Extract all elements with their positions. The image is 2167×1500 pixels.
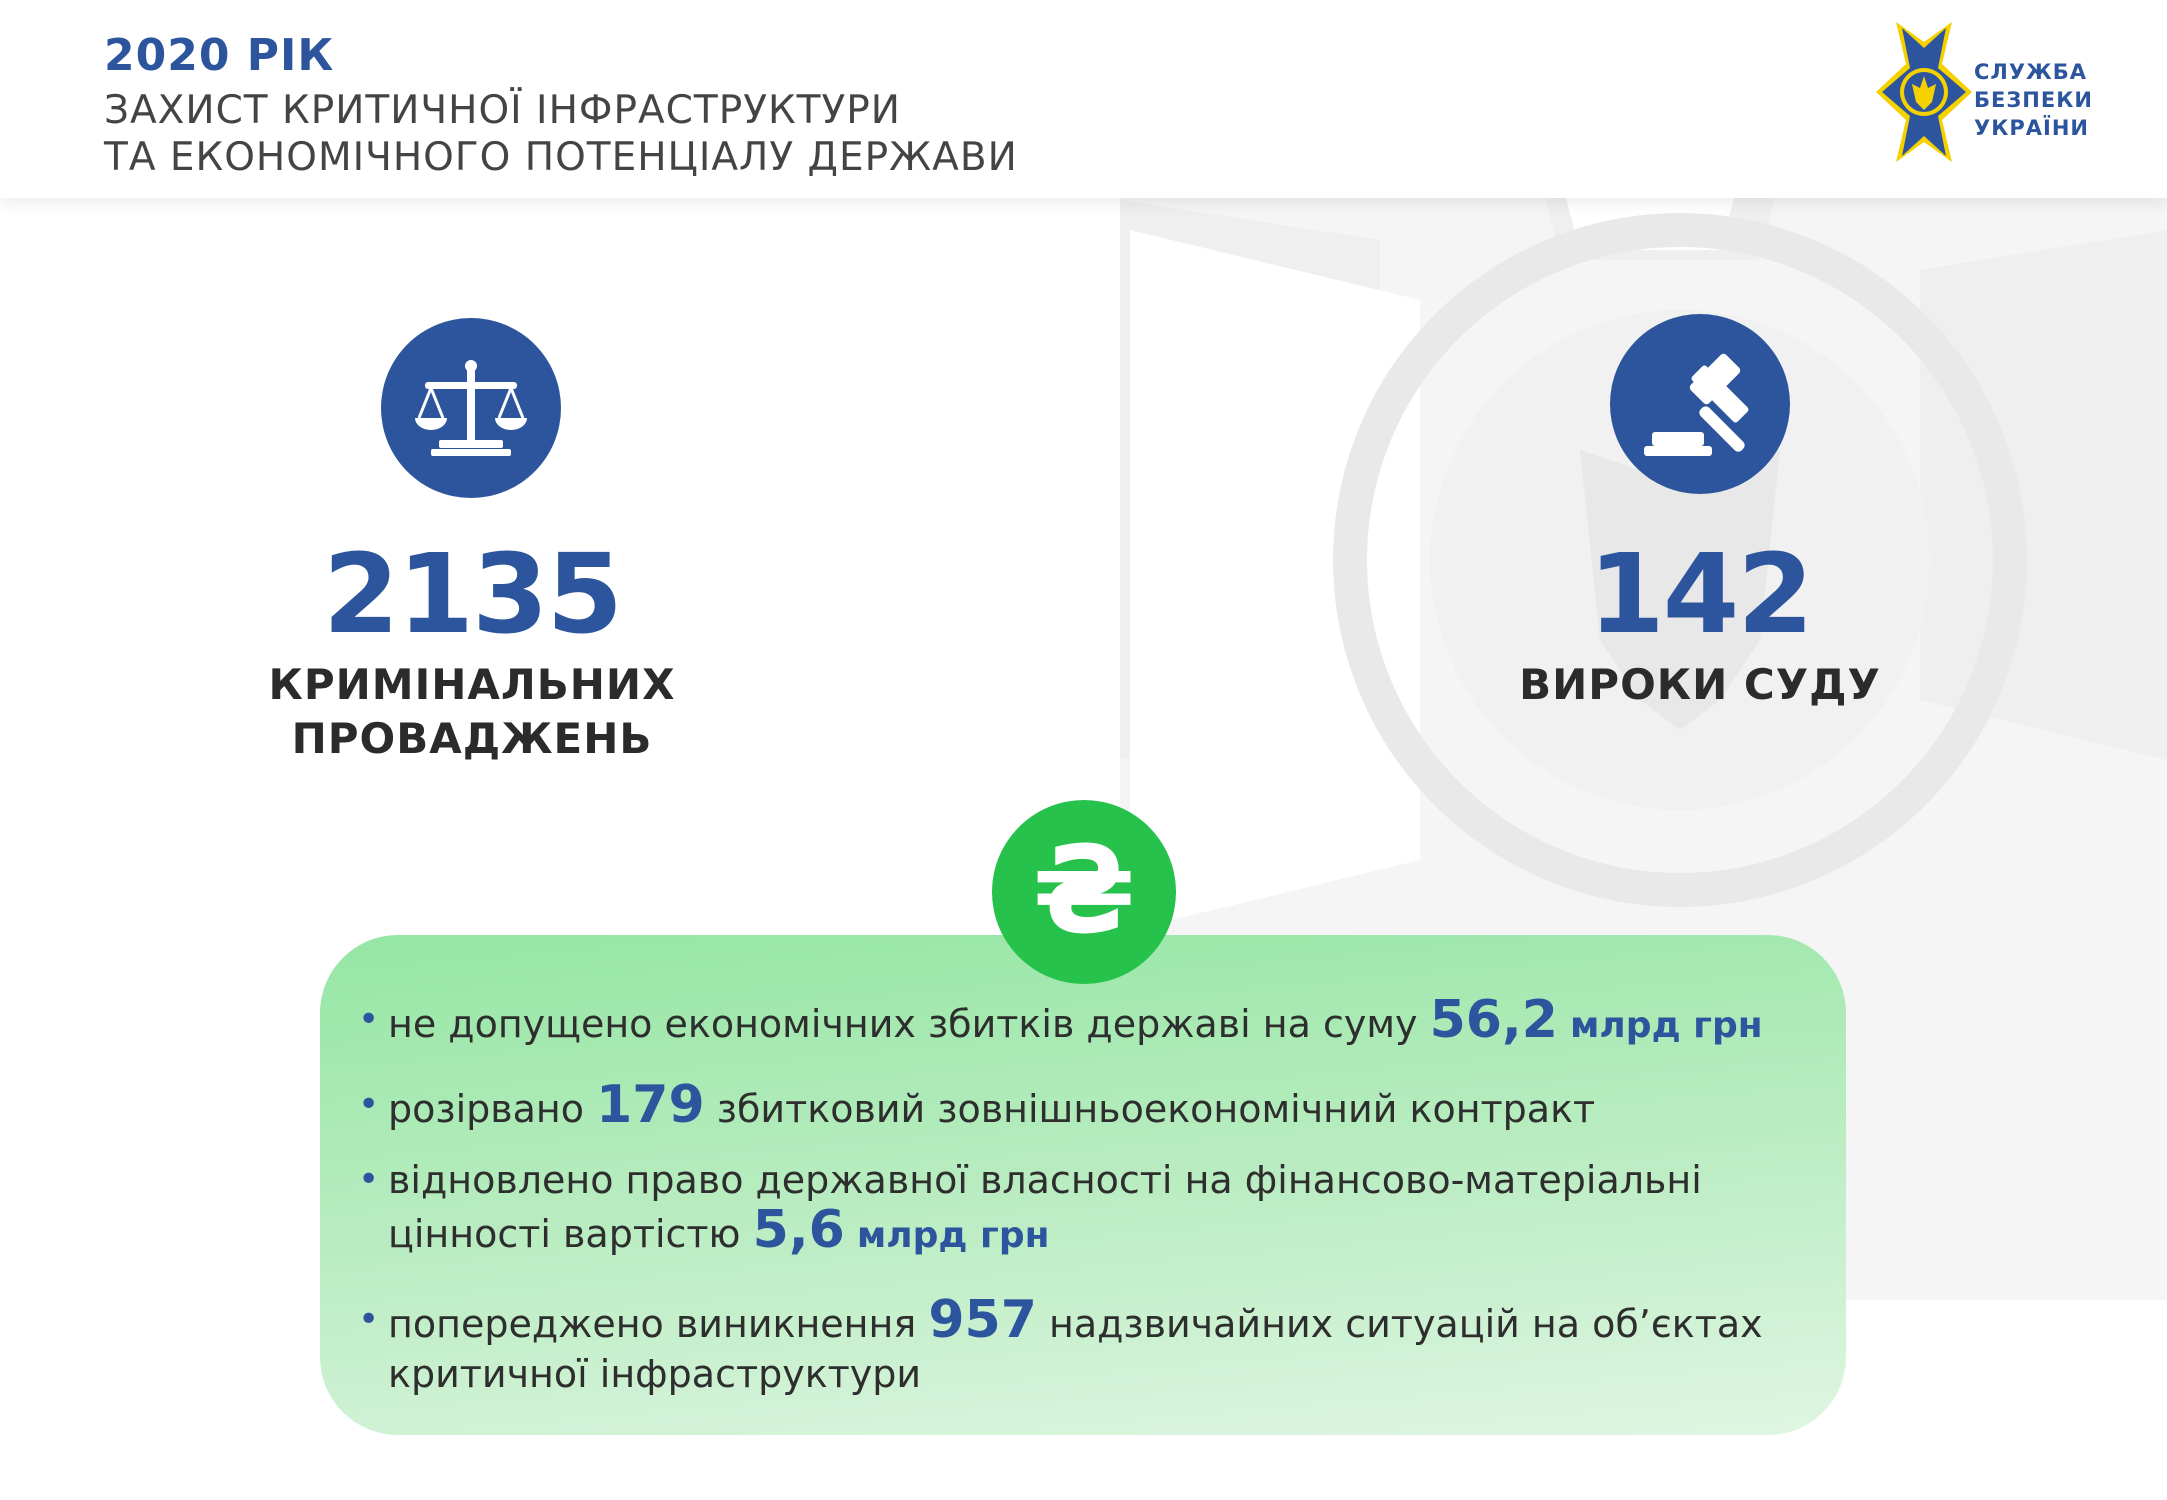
logo-text-line1: СЛУЖБА [1974,60,2088,84]
list-item [358,1075,1818,1135]
list-item [358,1290,1818,1399]
court-verdicts-caption: ВИРОКИ СУДУ [1519,660,1881,709]
item-number: 957 [928,1290,1037,1350]
hryvnia-glyph: ₴ [1032,822,1136,961]
bullet-dot: • [358,1299,380,1340]
item-number: 56,2 [1429,990,1558,1050]
item-unit: млрд грн [856,1215,1050,1256]
criminal-cases-caption-line2: ПРОВАДЖЕНЬ [291,714,653,763]
bullet-dot: • [358,999,380,1040]
gavel-icon [1610,314,1790,494]
page-header [0,0,2167,198]
court-verdicts-count: 142 [1588,530,1812,658]
bullet-dot: • [358,1084,380,1125]
logo-text-line2: БЕЗПЕКИ [1974,88,2093,112]
list-item [358,1155,1818,1261]
criminal-cases-caption-line1: КРИМІНАЛЬНИХ [268,660,676,709]
item-text-post: надзвичайних ситуацій на об’єктах [1048,1302,1763,1346]
list-item [358,990,1818,1051]
page-subtitle-line1: ЗАХИСТ КРИТИЧНОЇ ІНФРАСТРУКТУРИ [104,88,901,133]
item-text-line1: відновлено право державної власності на фінансово-матеріальні [388,1158,1702,1202]
item-text: не допущено економічних збитків державі на суму [388,1002,1418,1046]
item-text-line2: критичної інфраструктури [388,1352,922,1396]
item-text-pre: розірвано [388,1087,585,1131]
bullet-dot: • [358,1159,380,1200]
item-number: 5,6 [752,1200,845,1260]
page-subtitle-line2: ТА ЕКОНОМІЧНОГО ПОТЕНЦІАЛУ ДЕРЖАВИ [104,135,1018,180]
economy-results-box [320,935,1846,1435]
hryvnia-icon [992,800,1176,984]
item-number: 179 [596,1075,705,1135]
page-year: 2020 РІК [104,30,335,81]
logo-text-line3: УКРАЇНИ [1974,116,2089,140]
item-text-pre: попереджено виникнення [388,1302,917,1346]
item-text-line2: цінності вартістю [388,1212,741,1256]
scales-icon [381,318,561,498]
criminal-cases-count: 2135 [322,530,622,658]
item-text-post: збитковий зовнішньоекономічний контракт [716,1087,1596,1131]
item-unit: млрд грн [1570,1005,1763,1046]
